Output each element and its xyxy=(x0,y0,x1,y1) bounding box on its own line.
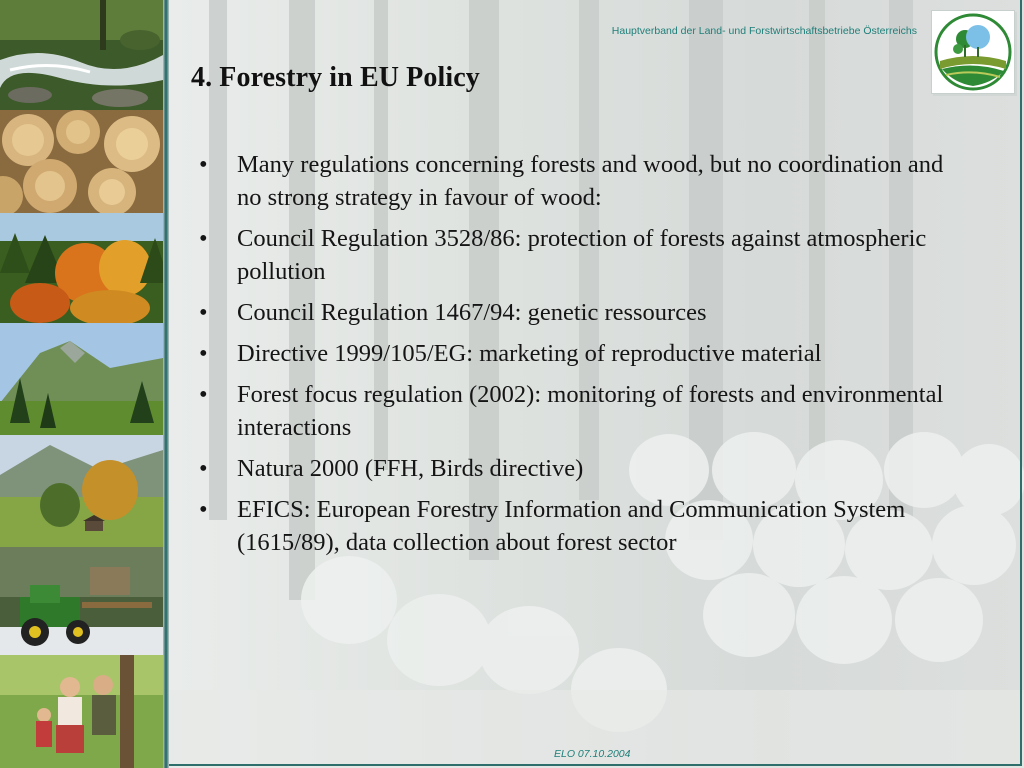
photo-alpine-valley xyxy=(0,435,163,547)
organization-name: Hauptverband der Land- und Forstwirtschaftsbetriebe Österreichs xyxy=(611,25,917,37)
bullet-item xyxy=(199,378,969,444)
bullet-text: EFICS: European Forestry Information and Communication System (1615/89), data collection about forest sector xyxy=(237,496,906,556)
bullet-text: Many regulations concerning forests and wood, but no coordination and no strong strategy in favour of wood: xyxy=(237,151,944,211)
bullet-marker: • xyxy=(199,496,208,523)
bullet-marker: • xyxy=(199,151,208,178)
footer-date: ELO 07.10.2004 xyxy=(554,748,631,760)
bullet-item xyxy=(199,148,969,214)
bullet-marker: • xyxy=(199,299,208,326)
bullet-marker: • xyxy=(199,381,208,408)
photo-strip xyxy=(0,0,163,768)
photo-log-ends xyxy=(0,110,163,213)
slide-panel xyxy=(169,0,1024,768)
photo-mountain-meadow xyxy=(0,323,163,435)
photo-forestry-tractor xyxy=(0,547,163,655)
bullet-text: Council Regulation 3528/86: protection of forests against atmospheric pollution xyxy=(237,225,927,285)
bullet-text: Directive 1999/105/EG: marketing of reproductive material xyxy=(237,340,822,367)
bullet-text: Council Regulation 1467/94: genetic ressources xyxy=(237,299,707,326)
photo-autumn-forest xyxy=(0,213,163,323)
bullet-marker: • xyxy=(199,340,208,367)
slide-title: 4. Forestry in EU Policy xyxy=(191,62,480,93)
photo-forest-stream xyxy=(0,0,163,110)
bullet-text: Forest focus regulation (2002): monitoring of forests and environmental interactions xyxy=(237,381,944,441)
organization-logo xyxy=(931,10,1015,94)
bullet-item xyxy=(199,296,969,329)
bullet-text: Natura 2000 (FFH, Birds directive) xyxy=(237,455,584,482)
bullet-marker: • xyxy=(199,225,208,252)
bullet-list xyxy=(199,148,969,567)
bullet-marker: • xyxy=(199,455,208,482)
photo-family-in-forest xyxy=(0,655,163,768)
bullet-item xyxy=(199,452,969,485)
bullet-item xyxy=(199,222,969,288)
bullet-item xyxy=(199,337,969,370)
bullet-item xyxy=(199,493,969,559)
